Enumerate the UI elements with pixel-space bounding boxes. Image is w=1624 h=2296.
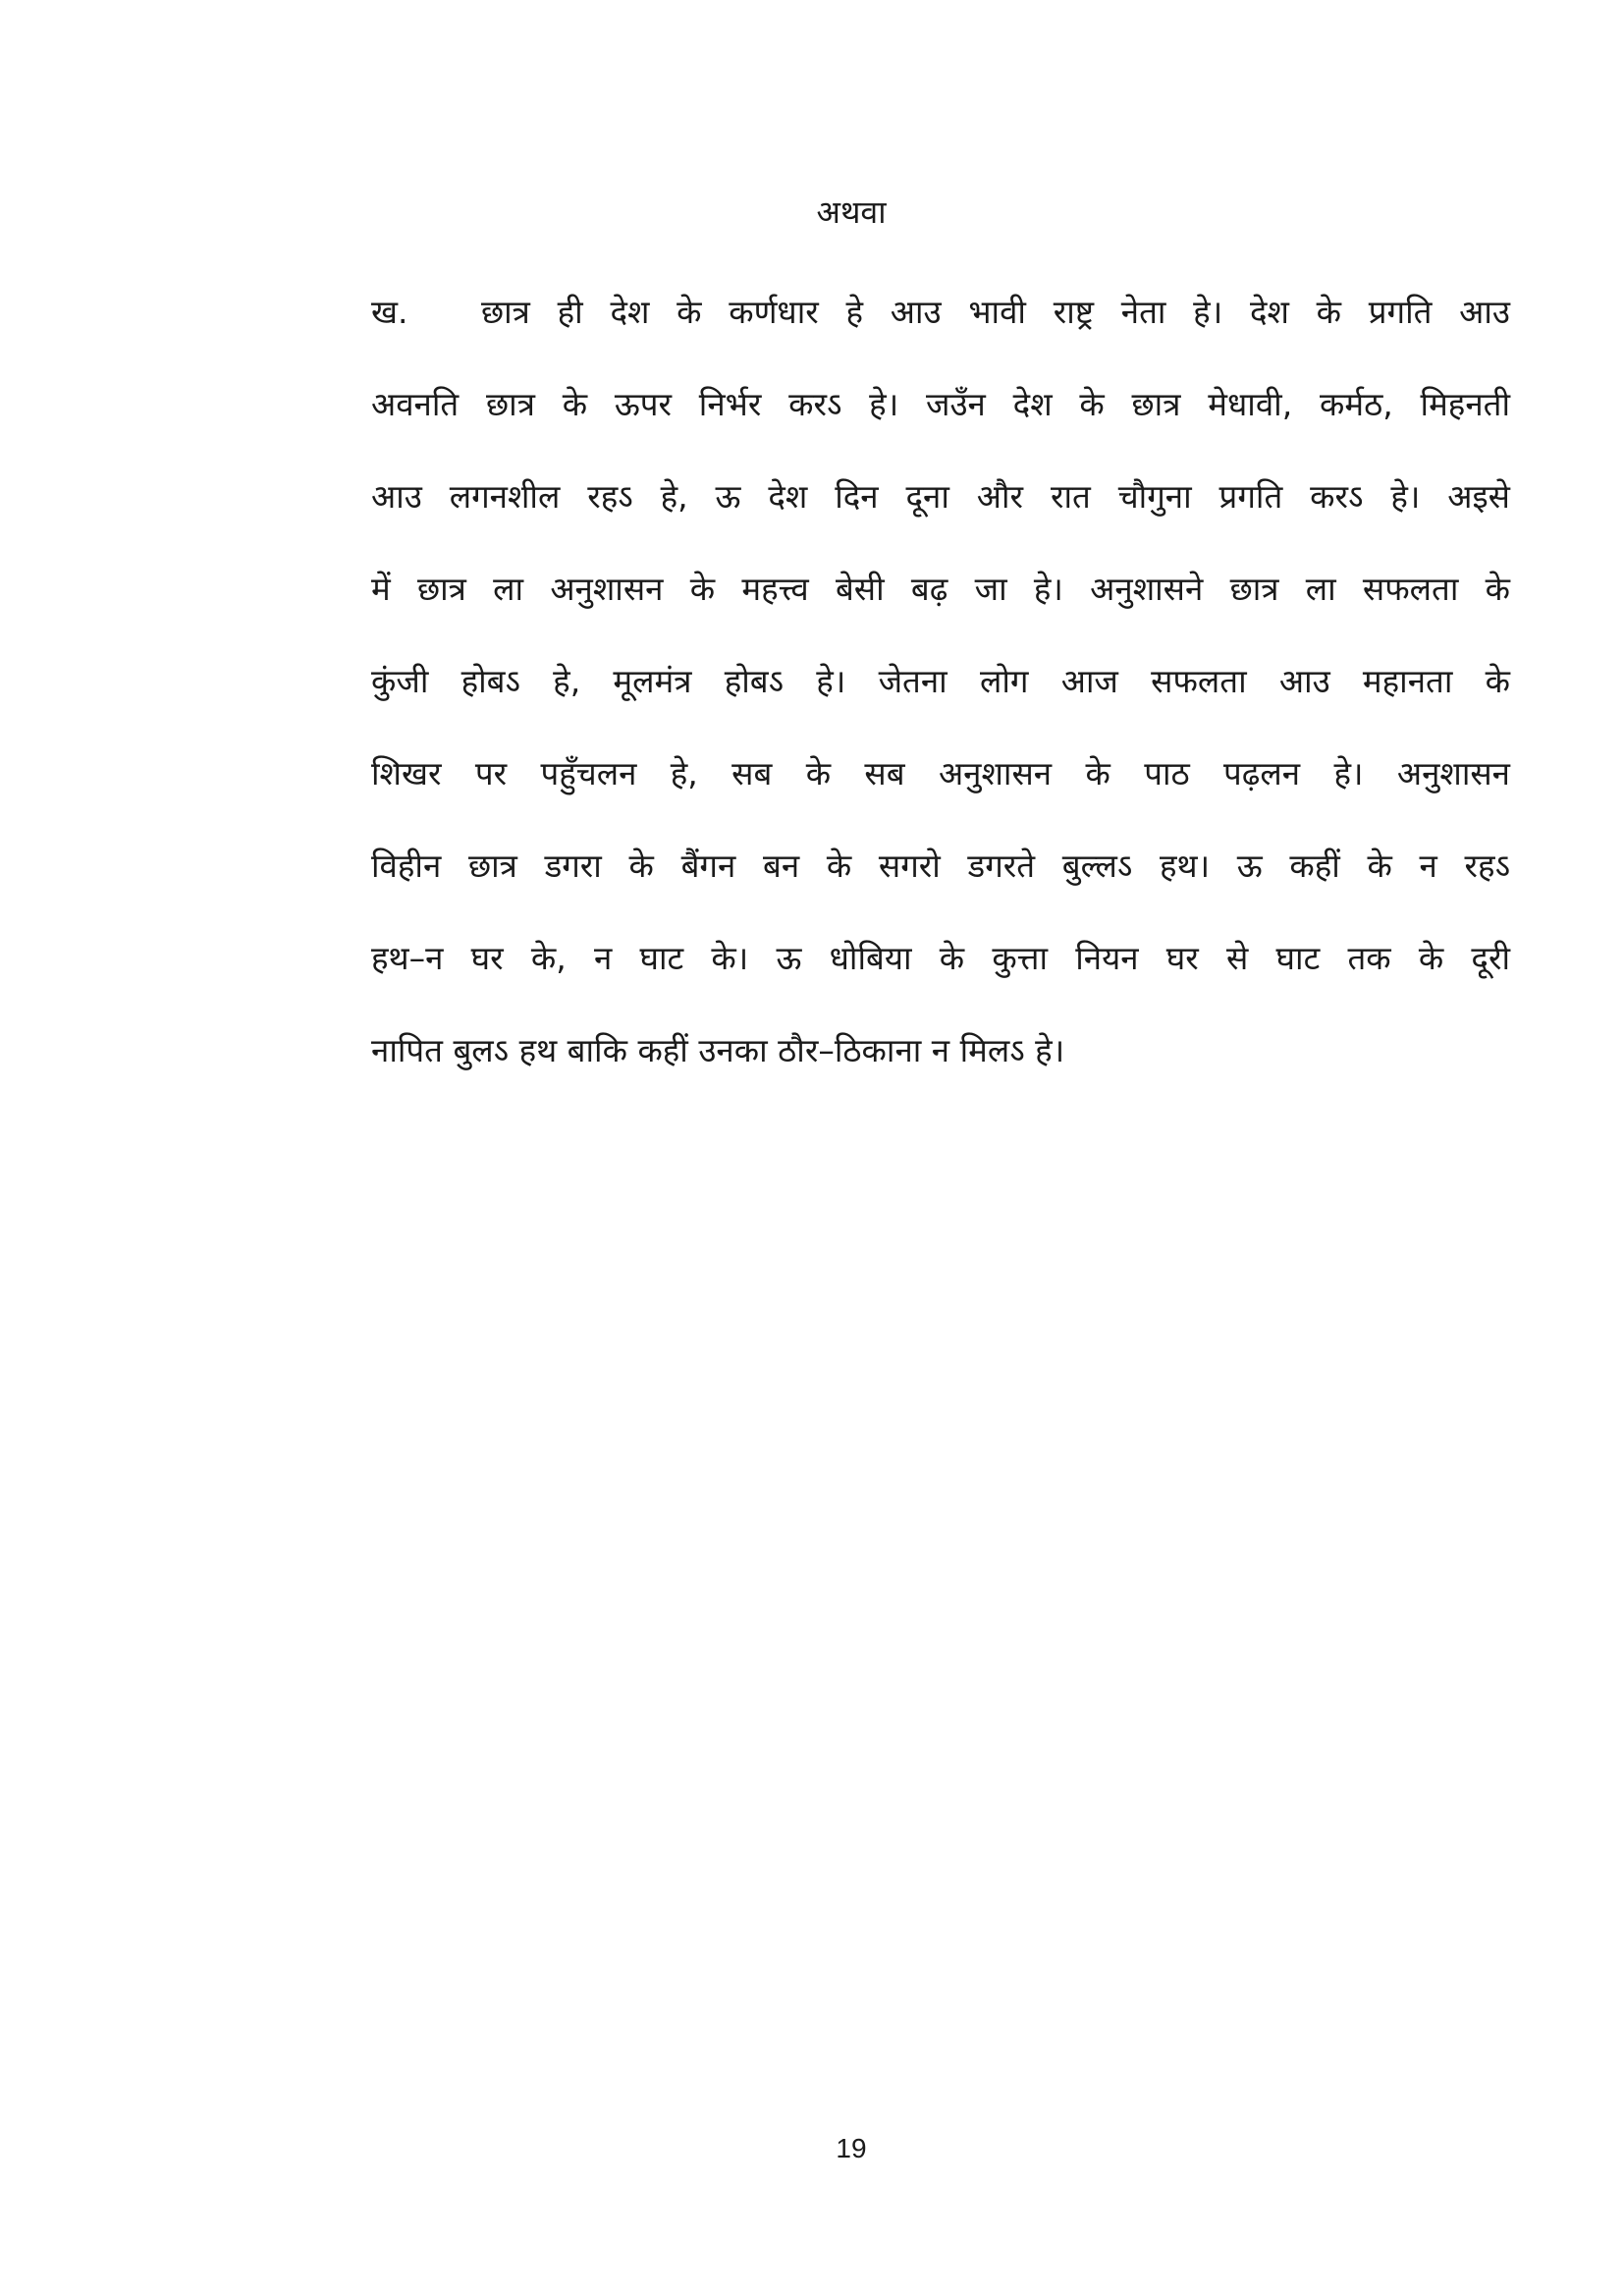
paragraph-line bbox=[371, 285, 1510, 377]
paragraph bbox=[371, 285, 1510, 1116]
paragraph-line-text: छात्र ही देश के कर्णधार हे आउ भावी राष्ट्र नेता हे। देश के प्रगति आउ bbox=[481, 293, 1510, 331]
paragraph-line: आउ लगनशील रहऽ हे, ऊ देश दिन दूना और रात चौगुना प्रगति करऽ हे। अइसे bbox=[371, 477, 1510, 516]
paragraph-line: नापित बुलऽ हथ बाकि कहीं उनका ठौर–ठिकाना न मिलऽ हे। bbox=[371, 1031, 1065, 1069]
section-heading: अथवा bbox=[816, 193, 887, 231]
section-marker: ख. bbox=[371, 293, 408, 331]
paragraph-line: कुंजी होबऽ हे, मूलमंत्र होबऽ हे। जेतना लोग आज सफलता आउ महानता के bbox=[371, 662, 1510, 700]
paragraph-line: में छात्र ला अनुशासन के महत्त्व बेसी बढ़ जा हे। अनुशासने छात्र ला सफलता के bbox=[371, 570, 1510, 608]
page-number: 19 bbox=[836, 2133, 867, 2163]
paragraph-line: विहीन छात्र डगरा के बैंगन बन के सगरो डगरते बुल्लऽ हथ। ऊ कहीं के न रहऽ bbox=[371, 847, 1510, 885]
paragraph-line: शिखर पर पहुँचलन हे, सब के सब अनुशासन के पाठ पढ़लन हे। अनुशासन bbox=[371, 754, 1510, 793]
paragraph-line: अवनति छात्र के ऊपर निर्भर करऽ हे। जउँन देश के छात्र मेधावी, कर्मठ, मिहनती bbox=[371, 385, 1510, 423]
paragraph-line: हथ–न घर के, न घाट के। ऊ धोबिया के कुत्ता नियन घर से घाट तक के दूरी bbox=[371, 939, 1510, 977]
